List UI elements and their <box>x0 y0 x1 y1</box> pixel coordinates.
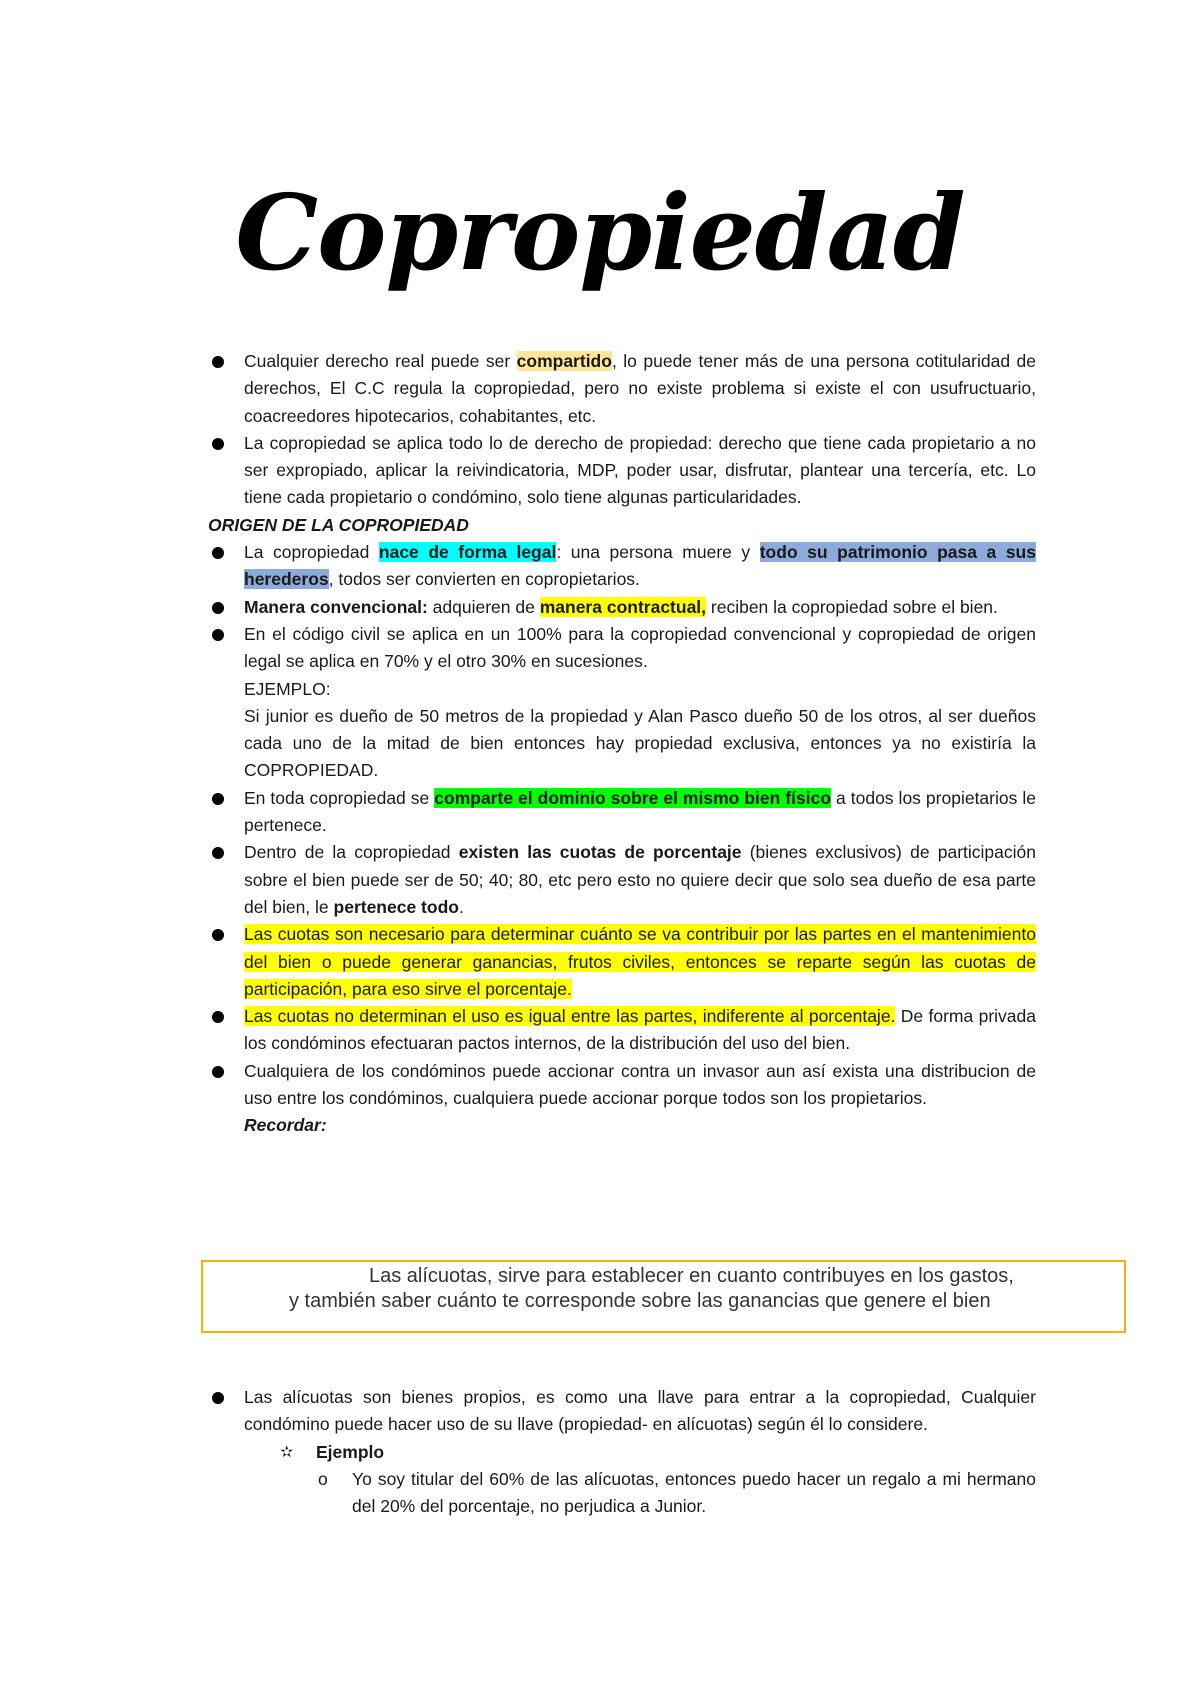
list-item: Las cuotas no determinan el uso es igual entre las partes, indiferente al porcentaje. De forma privada los condóminos efectuaran pactos internos, de la distribución del uso del bien. <box>208 1003 1036 1058</box>
list-item: Manera convencional: adquieren de manera contractual, reciben la copropiedad sobre el bien. <box>208 594 1036 621</box>
list-item: o Yo soy titular del 60% de las alícuotas, entonces puedo hacer un regalo a mi hermano del 20% del porcentaje, no perjudica a Junior. <box>208 1466 1036 1521</box>
highlight: nace de forma legal <box>378 542 557 563</box>
highlight: manera contractual, <box>539 596 707 617</box>
bullet-icon <box>212 602 224 614</box>
list-item: ✫ Ejemplo <box>208 1439 1036 1466</box>
highlight: Las cuotas no determinan el uso es igual entre las partes, indiferente al porcentaje. <box>244 1006 896 1027</box>
bullet-icon <box>212 438 224 450</box>
main-content-continued <box>208 1384 1036 1520</box>
main-content <box>208 348 1036 1140</box>
list-item: En el código civil se aplica en un 100% para la copropiedad convencional y copropiedad de origen legal se aplica en 70% y el otro 30% en sucesiones. EJEMPLO: Si junior es dueño de 50 metros de la propiedad y Alan Pasco dueño 50 de los otros, al ser dueños cada uno de la mitad de bien entonces hay propiedad exclusiva, entonces ya no existiría la COPROPIEDAD. <box>208 621 1036 785</box>
bullet-icon <box>212 793 224 805</box>
highlight: todo su patrimonio pasa a sus herederos <box>244 542 1036 590</box>
bullet-icon <box>212 1066 224 1078</box>
example-label: EJEMPLO: <box>244 678 331 699</box>
bullet-icon <box>212 356 224 368</box>
highlight: compartido <box>516 351 612 371</box>
list-item: En toda copropiedad se comparte el dominio sobre el mismo bien físico a todos los propietarios le pertenece. <box>208 785 1036 840</box>
star-icon: ✫ <box>280 1443 294 1461</box>
bullet-icon <box>212 547 224 559</box>
list-item: Las alícuotas son bienes propios, es como una llave para entrar a la copropiedad, Cualquier condómino puede hacer uso de su llave (propiedad- en alícuotas) según él lo considere. <box>208 1384 1036 1439</box>
bullet-icon <box>212 1392 224 1404</box>
section-heading: ORIGEN DE LA COPROPIEDAD <box>208 514 469 535</box>
list-item: Dentro de la copropiedad existen las cuotas de porcentaje (bienes exclusivos) de participación sobre el bien puede ser de 50; 40; 80, etc pero esto no quiere decir que solo sea dueño de esa parte del bien, le pertenece todo. <box>208 839 1036 921</box>
list-item: Cualquier derecho real puede ser compartido, lo puede tener más de una persona cotitularidad de derechos, El C.C regula la copropiedad, pero no existe problema si existe el con usufructuario, coacreedores hipotecarios, cohabitantes, etc. <box>208 348 1036 430</box>
highlight: comparte el dominio sobre el mismo bien físico <box>434 787 832 808</box>
list-item: Cualquiera de los condóminos puede accionar contra un invasor aun así exista una distribucion de uso entre los condóminos, cualquiera puede accionar porque todos son los propietarios. <box>208 1058 1036 1113</box>
list-item: La copropiedad se aplica todo lo de derecho de propiedad: derecho que tiene cada propietario a no ser expropiado, aplicar la reivindicatoria, MDP, poder usar, disfrutar, plantear una tercería, etc. Lo tiene cada propietario o condómino, solo tiene algunas particularidades. <box>208 430 1036 512</box>
bullet-icon <box>212 847 224 859</box>
circle-bullet-icon: o <box>318 1468 328 1489</box>
bullet-icon <box>212 929 224 941</box>
recordar-label: Recordar: <box>244 1115 327 1136</box>
highlight: Las cuotas son necesario para determinar cuánto se va contribuir por las partes en el mantenimiento del bien o puede generar ganancias, frutos civiles, entonces se reparte según las cuotas de participación, para eso sirve el porcentaje. <box>244 924 1036 999</box>
list-item: La copropiedad nace de forma legal: una persona muere y todo su patrimonio pasa a sus herederos, todos ser convierten en copropietarios. <box>208 539 1036 594</box>
list-item <box>208 921 1036 1003</box>
note-box: Las alícuotas, sirve para establecer en cuanto contribuyes en los gastos, y también saber cuánto te corresponde sobre las ganancias que genere el bien <box>201 1260 1126 1333</box>
bullet-icon <box>212 1011 224 1023</box>
page-title: Copropiedad <box>235 171 965 294</box>
bullet-icon <box>212 629 224 641</box>
